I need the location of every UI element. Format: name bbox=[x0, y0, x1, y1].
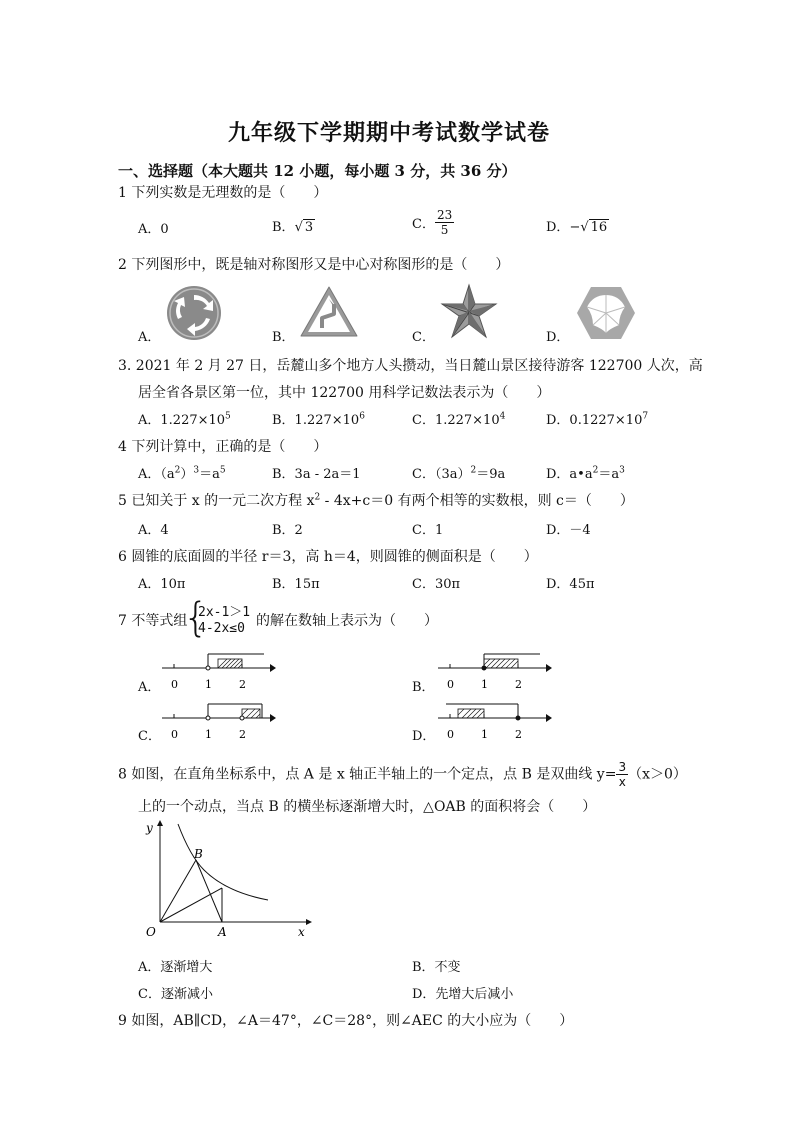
option-text: C．1.227×10 bbox=[412, 413, 500, 428]
option-label: C． bbox=[412, 217, 435, 232]
q6-option-b[interactable]: B．15π bbox=[272, 577, 320, 592]
hyperbola-figure bbox=[138, 818, 318, 942]
roundabout-sign-icon bbox=[166, 285, 222, 341]
number-line-b bbox=[436, 648, 556, 692]
question-1: 1 下列实数是无理数的是（ ） bbox=[118, 185, 328, 201]
number-line-a bbox=[160, 648, 280, 692]
q5-option-d[interactable]: D．－4 bbox=[546, 523, 591, 538]
q7-option-d[interactable]: D． bbox=[412, 729, 436, 744]
option-label: D． bbox=[546, 220, 570, 235]
q1-option-a[interactable]: A．0 bbox=[138, 222, 169, 237]
q3-option-c[interactable] bbox=[412, 409, 505, 428]
option-text: ＝a bbox=[199, 467, 220, 482]
tick-1: 1 bbox=[205, 728, 212, 741]
q3-option-d[interactable] bbox=[546, 409, 648, 428]
q8-option-d[interactable]: D．先增大后减小 bbox=[412, 987, 514, 1002]
origin-label: O bbox=[146, 925, 156, 939]
option-text: C．（3a） bbox=[412, 467, 471, 482]
umbrella-hexagon-icon bbox=[575, 285, 637, 341]
question-2: 2 下列图形中，既是轴对称图形又是中心对称图形的是（ ） bbox=[118, 257, 510, 273]
option-text: ） bbox=[180, 467, 194, 482]
section-heading: 一、选择题（本大题共 12 小题，每小题 3 分，共 36 分） bbox=[118, 162, 517, 180]
tick-2: 2 bbox=[239, 678, 246, 691]
tick-0: 0 bbox=[447, 678, 454, 691]
page-title: 九年级下学期期中考试数学试卷 bbox=[228, 120, 551, 146]
question-3-line-1: 3. 2021 年 2 月 27 日，岳麓山多个地方人头攒动，当日麓山景区接待游客 122700 人次，高 bbox=[118, 358, 703, 374]
q5-option-a[interactable]: A．4 bbox=[138, 523, 169, 538]
denominator: x bbox=[618, 775, 626, 789]
point-a-label: A bbox=[218, 925, 227, 939]
q8-option-b[interactable]: B．不变 bbox=[412, 960, 461, 975]
question-8-line-2: 上的一个动点，当点 B 的横坐标逐渐增大时，△OAB 的面积将会（ ） bbox=[138, 799, 597, 815]
question-4: 4 下列计算中，正确的是（ ） bbox=[118, 439, 328, 455]
exponent: 5 bbox=[219, 465, 226, 476]
q2-option-b[interactable]: B． bbox=[272, 330, 295, 345]
exponent: 2 bbox=[470, 465, 477, 476]
brace-symbol: { bbox=[183, 595, 209, 641]
radicand: 3 bbox=[304, 220, 314, 235]
radicand: 16 bbox=[590, 220, 608, 235]
tick-2: 2 bbox=[515, 678, 522, 691]
numerator: 23 bbox=[436, 208, 453, 222]
point-b-label: B bbox=[194, 847, 203, 861]
q5-option-c[interactable]: C．1 bbox=[412, 523, 444, 538]
q2-option-c[interactable]: C． bbox=[412, 330, 435, 345]
q7-option-a[interactable]: A． bbox=[138, 680, 161, 695]
exponent: 2 bbox=[314, 492, 321, 503]
q6-option-a[interactable]: A．10π bbox=[138, 577, 186, 592]
winding-road-sign-icon bbox=[298, 284, 360, 340]
question-8-line-1 bbox=[118, 760, 687, 789]
question-text: 8 如图，在直角坐标系中，点 A 是 x 轴正半轴上的一个定点，点 B 是双曲线 y= bbox=[118, 766, 617, 783]
option-text: D．0.1227×10 bbox=[546, 413, 643, 428]
q6-option-d[interactable]: D．45π bbox=[546, 577, 595, 592]
option-text: A．1.227×10 bbox=[138, 413, 226, 428]
exponent: 7 bbox=[642, 411, 649, 422]
inequality-2: 4-2x≤0 bbox=[198, 621, 245, 636]
denominator: 5 bbox=[440, 223, 449, 237]
q4-option-a[interactable] bbox=[138, 463, 226, 482]
number-line-d bbox=[436, 698, 556, 742]
tick-1: 1 bbox=[481, 728, 488, 741]
option-text: D．a•a bbox=[546, 467, 593, 482]
question-6: 6 圆锥的底面圆的半径 r＝3，高 h＝4，则圆锥的侧面积是（ ） bbox=[118, 549, 538, 565]
option-label: B． bbox=[272, 220, 295, 235]
option-text: B．1.227×10 bbox=[272, 413, 360, 428]
q4-option-c[interactable] bbox=[412, 463, 505, 482]
q8-option-a[interactable]: A．逐渐增大 bbox=[138, 960, 213, 975]
exponent: 3 bbox=[619, 465, 625, 476]
q4-option-b[interactable]: B．3a - 2a＝1 bbox=[272, 467, 361, 482]
tick-1: 1 bbox=[481, 678, 488, 691]
q3-option-b[interactable] bbox=[272, 409, 365, 428]
numerator: 3 bbox=[618, 760, 627, 774]
exponent: 5 bbox=[225, 411, 231, 422]
option-text: A．（a bbox=[138, 467, 175, 482]
exponent: 3 bbox=[193, 465, 200, 476]
tick-0: 0 bbox=[171, 678, 178, 691]
tick-0: 0 bbox=[447, 728, 454, 741]
q8-option-c[interactable]: C．逐渐减小 bbox=[138, 987, 213, 1002]
question-5 bbox=[118, 490, 634, 510]
option-text: ＝a bbox=[598, 467, 620, 482]
q4-option-d[interactable] bbox=[546, 463, 625, 482]
tick-1: 1 bbox=[205, 678, 212, 691]
tick-0: 0 bbox=[171, 728, 178, 741]
fraction bbox=[435, 208, 454, 237]
q2-option-a[interactable]: A． bbox=[138, 330, 161, 345]
exponent: 2 bbox=[592, 465, 599, 476]
question-text: - 4x+c＝0 有两个相等的实数根，则 c＝（ ） bbox=[320, 493, 634, 509]
number-line-c bbox=[160, 698, 280, 742]
x-axis-label: x bbox=[298, 925, 305, 939]
exponent: 6 bbox=[359, 411, 365, 422]
question-9: 9 如图，AB∥CD，∠A＝47°，∠C＝28°，则∠AEC 的大小应为（ ） bbox=[118, 1013, 574, 1029]
tick-2: 2 bbox=[515, 728, 522, 741]
q1-option-c[interactable] bbox=[412, 208, 454, 237]
q7-option-b[interactable]: B． bbox=[412, 680, 435, 695]
q3-option-a[interactable] bbox=[138, 409, 231, 428]
question-7-prefix: 7 不等式组 bbox=[118, 613, 188, 629]
question-3-line-2: 居全省各景区第一位，其中 122700 用科学记数法表示为（ ） bbox=[138, 385, 551, 401]
q1-option-d[interactable] bbox=[546, 216, 609, 235]
q2-option-d[interactable]: D． bbox=[546, 330, 570, 345]
tick-2: 2 bbox=[239, 728, 246, 741]
fraction bbox=[616, 760, 628, 789]
q1-option-b[interactable] bbox=[272, 216, 315, 235]
exponent: 4 bbox=[499, 411, 506, 422]
question-7-suffix: 的解在数轴上表示为（ ） bbox=[256, 613, 438, 629]
inequality-1: 2x-1＞1 bbox=[198, 605, 251, 620]
sqrt-sign: √ bbox=[580, 220, 589, 235]
y-axis-label: y bbox=[146, 821, 153, 835]
q5-option-b[interactable]: B．2 bbox=[272, 523, 303, 538]
question-text: 5 已知关于 x 的一元二次方程 x bbox=[118, 493, 315, 509]
five-pointed-star-icon bbox=[440, 283, 498, 339]
option-text: ＝9a bbox=[476, 467, 506, 482]
sqrt-sign: √ bbox=[294, 220, 303, 235]
q6-option-c[interactable]: C．30π bbox=[412, 577, 461, 592]
minus-sign: − bbox=[569, 220, 581, 235]
exponent: 2 bbox=[174, 465, 181, 476]
q7-option-c[interactable]: C． bbox=[138, 729, 161, 744]
question-text: （x＞0） bbox=[628, 766, 687, 783]
